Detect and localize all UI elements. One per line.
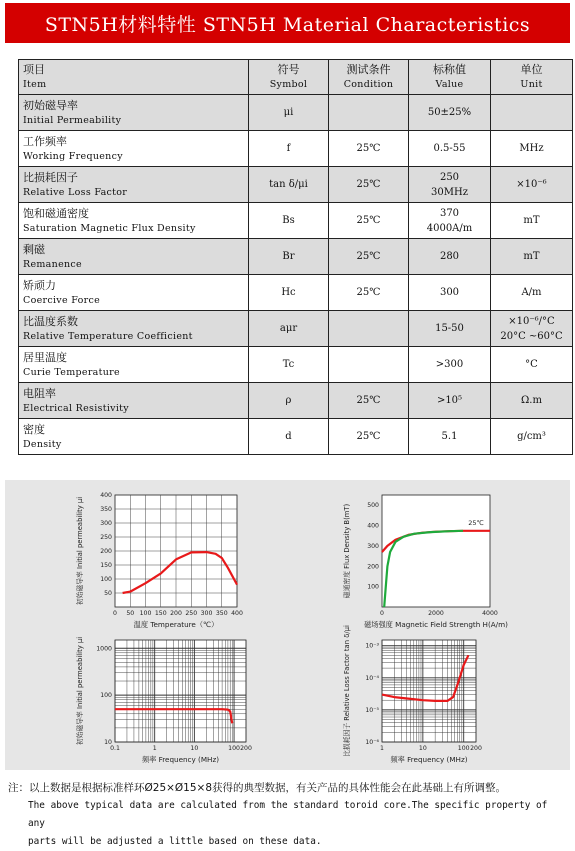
x-tick-label: 1 (152, 745, 157, 752)
condition-cell: 25℃ (329, 383, 409, 419)
table-row (19, 203, 573, 239)
value-line: 5.1 (441, 431, 458, 442)
x-axis-label: 频率 Frequency (MHz) (390, 755, 468, 764)
unit-cell (491, 347, 573, 383)
x-tick-label: 400 (231, 610, 243, 617)
x-tick-label: 200 (240, 745, 252, 752)
symbol-cell: ρ (249, 383, 329, 419)
unit-line: MHz (519, 143, 544, 154)
param-cell (19, 203, 249, 239)
header-cell (491, 60, 573, 95)
unit-cell (491, 95, 573, 131)
condition-cell: 25℃ (329, 131, 409, 167)
table-row (19, 167, 573, 203)
symbol-cell: Hc (249, 275, 329, 311)
value-line: 280 (439, 251, 460, 262)
y-tick-label: 200 (100, 548, 112, 555)
param-cell (19, 95, 249, 131)
unit-line: ×10⁻⁶/°C (508, 315, 555, 327)
x-tick-label: 100 (139, 610, 152, 617)
x-axis-label: 频率 Frequency (MHz) (141, 755, 220, 764)
y-tick-label: 150 (100, 562, 112, 569)
unit-line: Ω.m (521, 395, 542, 406)
unit-cell (491, 239, 573, 275)
x-tick-label: 50 (126, 610, 135, 617)
table-row (19, 131, 573, 167)
unit-line: g/cm³ (517, 431, 546, 442)
symbol-cell: Tc (249, 347, 329, 383)
y-tick-label: 10⁻⁶ (365, 739, 379, 746)
param-cn: 剩磁 (23, 242, 45, 256)
title-banner (5, 3, 570, 43)
condition-cell: 25℃ (329, 203, 409, 239)
param-cn: 比温度系数 (23, 314, 78, 328)
spec-table (18, 59, 573, 455)
header-en: Symbol (269, 79, 308, 90)
param-cn: 饱和磁通密度 (23, 206, 89, 220)
y-tick-label: 1000 (96, 645, 112, 653)
table-row (19, 383, 573, 419)
table-row (19, 347, 573, 383)
value-line: 15-50 (435, 323, 464, 334)
unit-cell (491, 203, 573, 239)
y-tick-label: 100 (367, 583, 379, 591)
value-line: 4000A/m (426, 222, 473, 234)
condition-cell: 25℃ (329, 275, 409, 311)
header-cell (19, 60, 249, 95)
value-cell (409, 167, 491, 203)
x-tick-label: 100 (457, 745, 470, 752)
unit-line: A/m (521, 287, 542, 298)
condition-cell (329, 311, 409, 347)
y-tick-label: 100 (100, 692, 112, 700)
symbol-cell: Br (249, 239, 329, 275)
value-cell (409, 419, 491, 455)
table-row (19, 95, 573, 131)
unit-cell (491, 275, 573, 311)
y-tick-label: 10⁻³ (365, 642, 379, 650)
x-axis-label: 温度 Temperature（℃） (133, 620, 219, 629)
y-tick-label: 300 (100, 520, 112, 527)
y-axis-label: 初始磁导率 Initial permeability μi (76, 636, 84, 746)
x-tick-label: 0 (380, 610, 384, 617)
x-tick-label: 0.1 (110, 745, 120, 752)
param-cn: 比损耗因子 (23, 170, 78, 184)
x-tick-label: 150 (154, 610, 167, 617)
plot-area (382, 495, 490, 607)
value-line: 50±25% (427, 107, 472, 118)
param-cell (19, 311, 249, 347)
value-cell (409, 239, 491, 275)
charts-panel (5, 480, 570, 770)
param-cell (19, 275, 249, 311)
param-cell (19, 167, 249, 203)
unit-line: mT (523, 251, 540, 262)
y-tick-label: 10 (104, 739, 112, 746)
param-cn: 初始磁导率 (23, 98, 78, 112)
header-en: Item (23, 79, 47, 90)
symbol-cell: f (249, 131, 329, 167)
note-zh: 注：以上数据是根据标准样环Ø25×Ø15×8获得的典型数据，有关产品的具体性能会在此基础上有所调整。 (8, 782, 507, 794)
param-cell (19, 347, 249, 383)
header-cell (329, 60, 409, 95)
x-axis-label: 磁场强度 Magnetic Field Strength H(A/m) (364, 620, 508, 629)
x-tick-label: 350 (215, 610, 228, 617)
header-cn: 符号 (277, 63, 300, 76)
param-cn: 工作频率 (23, 134, 67, 148)
y-tick-label: 400 (100, 492, 112, 499)
table-row (19, 275, 573, 311)
table-row (19, 419, 573, 455)
header-cn: 标称值 (433, 63, 466, 76)
y-tick-label: 10⁻⁴ (365, 674, 379, 682)
param-en: Initial Permeability (23, 114, 122, 126)
value-line: 300 (439, 287, 460, 298)
note-en-1: The above typical data are calculated from the standard toroid core.The specific property of any (28, 800, 548, 829)
annotation-label: 25℃ (468, 519, 484, 527)
value-cell (409, 203, 491, 239)
value-cell (409, 275, 491, 311)
table-row (19, 311, 573, 347)
y-tick-label: 300 (367, 542, 379, 550)
header-en: Condition (343, 79, 394, 90)
value-line: >300 (435, 359, 464, 370)
header-cell (249, 60, 329, 95)
symbol-cell: μi (249, 95, 329, 131)
value-line: 30MHz (431, 186, 468, 198)
symbol-cell: Bs (249, 203, 329, 239)
value-line: 250 (439, 171, 460, 183)
unit-line: °C (525, 359, 538, 370)
param-cell (19, 131, 249, 167)
value-cell (409, 95, 491, 131)
x-tick-label: 250 (185, 610, 198, 617)
charts-svg (5, 480, 570, 770)
table-row (19, 239, 573, 275)
x-tick-label: 4000 (482, 610, 498, 617)
value-cell (409, 131, 491, 167)
param-en: Relative Loss Factor (23, 186, 128, 198)
condition-cell: 25℃ (329, 239, 409, 275)
y-tick-label: 350 (100, 506, 112, 513)
x-tick-label: 2000 (428, 610, 444, 617)
y-axis-label: 磁通密度 Flux Density B(mT) (343, 503, 351, 599)
header-en: Value (435, 79, 464, 90)
param-en: Working Frequency (23, 150, 123, 162)
x-tick-label: 200 (470, 745, 482, 752)
param-cell (19, 383, 249, 419)
param-cn: 电阻率 (23, 386, 56, 400)
header-en: Unit (520, 79, 543, 90)
param-cn: 矫顽力 (23, 278, 56, 292)
y-tick-label: 500 (367, 502, 379, 510)
note-en-2: parts will be adjusted a little based on these data. (28, 836, 322, 847)
y-tick-label: 200 (367, 563, 379, 571)
y-axis-label: 初始磁导率 Initial permeability μi (76, 496, 84, 606)
param-en: Coercive Force (23, 294, 100, 306)
condition-cell: 25℃ (329, 419, 409, 455)
value-line: >10⁵ (436, 395, 463, 406)
param-en: Remanence (23, 258, 82, 270)
symbol-cell: tan δ/μi (249, 167, 329, 203)
footnote (8, 779, 568, 851)
param-cn: 居里温度 (23, 350, 67, 364)
unit-cell (491, 167, 573, 203)
param-en: Saturation Magnetic Flux Density (23, 222, 196, 234)
unit-line: mT (523, 215, 540, 226)
header-cn: 单位 (520, 63, 543, 76)
unit-cell (491, 131, 573, 167)
page-title: STN5H材料特性 STN5H Material Characteristics (44, 13, 531, 36)
symbol-cell: aμr (249, 311, 329, 347)
condition-cell (329, 347, 409, 383)
y-tick-label: 50 (104, 590, 112, 597)
header-cn: 项目 (23, 63, 45, 76)
unit-line: ×10⁻⁶ (516, 179, 547, 190)
value-cell (409, 311, 491, 347)
param-en: Curie Temperature (23, 366, 120, 378)
x-tick-label: 0 (113, 610, 117, 617)
param-cell (19, 419, 249, 455)
y-axis-label: 比损耗因子 Relative Loss Factor tan δ/μi (343, 625, 351, 757)
y-tick-label: 250 (100, 534, 112, 541)
y-tick-label: 10⁻⁵ (365, 706, 379, 714)
symbol-cell: d (249, 419, 329, 455)
x-tick-label: 10 (190, 745, 199, 752)
table-header-row (19, 60, 573, 95)
unit-cell (491, 419, 573, 455)
param-cn: 密度 (23, 422, 45, 436)
x-tick-label: 10 (418, 745, 427, 752)
header-cell (409, 60, 491, 95)
param-en: Relative Temperature Coefficient (23, 330, 193, 342)
param-en: Density (23, 438, 62, 450)
param-en: Electrical Resistivity (23, 402, 129, 414)
x-tick-label: 100 (228, 745, 240, 752)
unit-line: 20°C ~60°C (500, 330, 563, 342)
y-tick-label: 400 (367, 522, 379, 530)
value-line: 370 (439, 207, 460, 219)
param-cell (19, 239, 249, 275)
condition-cell: 25℃ (329, 167, 409, 203)
x-tick-label: 300 (200, 610, 213, 617)
condition-cell (329, 95, 409, 131)
value-cell (409, 347, 491, 383)
x-tick-label: 1 (380, 745, 384, 752)
unit-cell (491, 311, 573, 347)
y-tick-label: 100 (100, 576, 112, 583)
value-line: 0.5-55 (433, 143, 466, 154)
x-tick-label: 200 (170, 610, 182, 617)
header-cn: 测试条件 (346, 63, 391, 76)
unit-cell (491, 383, 573, 419)
value-cell (409, 383, 491, 419)
